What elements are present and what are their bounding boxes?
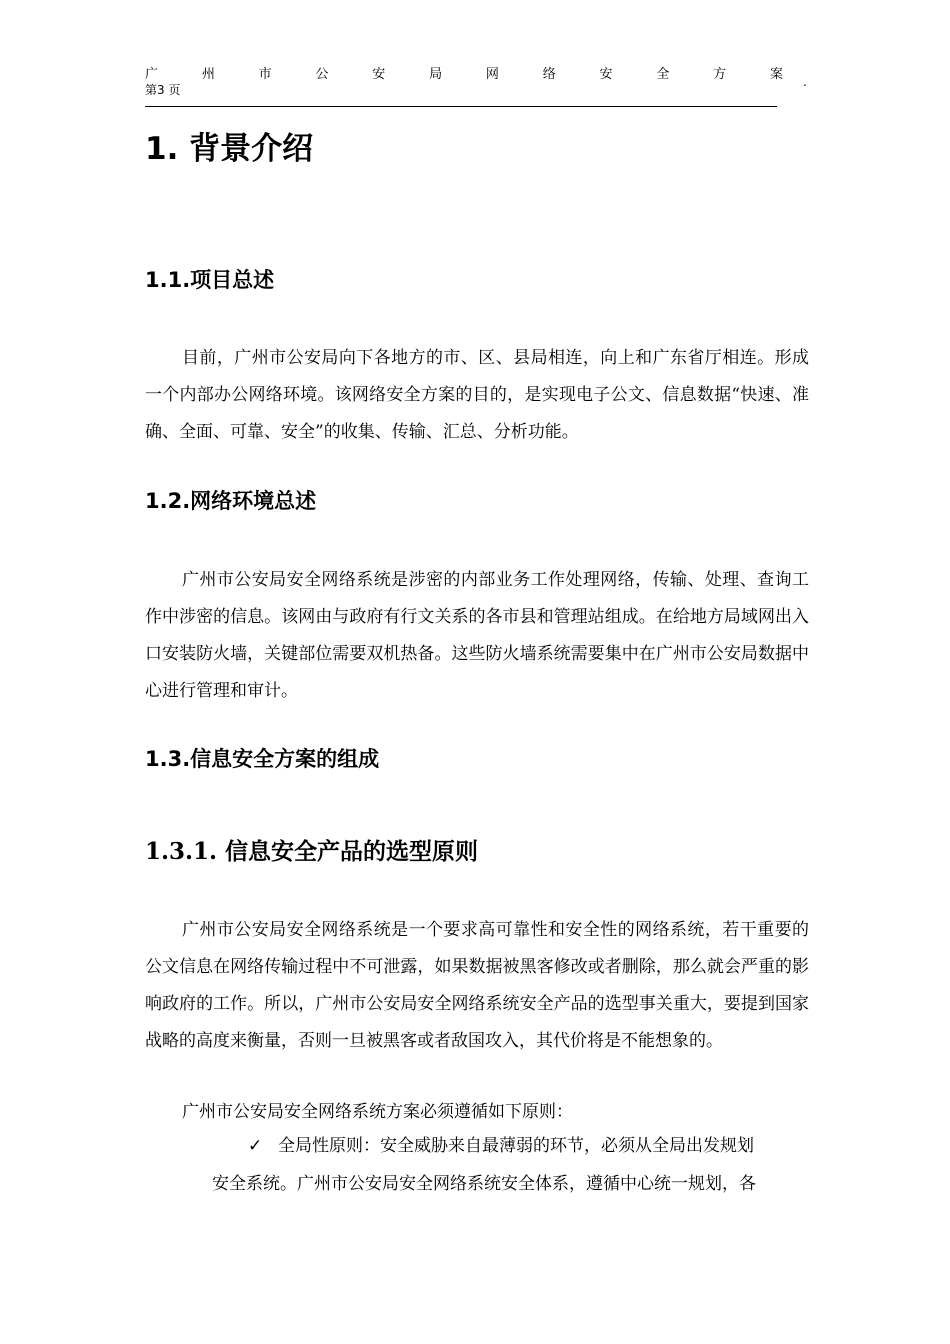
header-char: 广 (145, 67, 159, 82)
subsection-heading-1-3-1: 1.3.1. 信息安全产品的选型原则 (145, 838, 479, 865)
checkmark-icon: ✓ (248, 1136, 263, 1156)
section-1-2-paragraph: 广州市公安局安全网络系统是涉密的内部业务工作处理网络，传输、处理、查询工作中涉密的信息。该网由与政府有行文关系的各市县和管理站组成。在给地方局域网出入口安装防火墙，关键部位需要双机热备。这些防火墙系统需要集中在广州市公安局数据中心进行管理和审计。 (145, 570, 809, 701)
section-1-1-paragraph: 目前，广州市公安局向下各地方的市、区、县局相连，向上和广东省厅相连。形成一个内部办公网络环境。该网络安全方案的目的，是实现电子公文、信息数据“快速、准确、全面、可靠、安全”的收集、传输、汇总、分析功能。 (145, 348, 809, 442)
header-char: 公 (315, 67, 329, 82)
header-char: 络 (542, 67, 556, 82)
bullet-line-1: 全局性原则：安全威胁来自最薄弱的环节，必须从全局出发规划 (278, 1136, 754, 1156)
header-char: 网 (485, 67, 499, 82)
bullet-line-2: 安全系统。广州市公安局安全网络系统安全体系，遵循中心统一规划，各 (212, 1174, 756, 1194)
header-char: 安 (599, 67, 613, 82)
header-char: 安 (372, 67, 386, 82)
header-divider (145, 106, 777, 107)
section-heading-1-3: 1.3.信息安全方案的组成 (145, 747, 380, 771)
header-dot: . (803, 75, 807, 89)
header-char: 州 (201, 67, 215, 82)
header-char: 市 (258, 67, 272, 82)
header-char: 案 (769, 67, 783, 82)
running-header-title (145, 67, 783, 83)
header-char: 方 (713, 67, 727, 82)
chapter-heading: 1. 背景介绍 (145, 131, 314, 167)
header-char: 局 (429, 67, 443, 82)
section-heading-1-2: 1.2.网络环境总述 (145, 489, 317, 513)
page-number: 第3 页 (145, 83, 181, 97)
section-heading-1-1: 1.1.项目总述 (145, 268, 275, 292)
subsection-1-3-1-paragraph: 广州市公安局安全网络系统是一个要求高可靠性和安全性的网络系统，若干重要的公文信息在网络传输过程中不可泄露，如果数据被黑客修改或者删除，那么就会严重的影响政府的工作。所以，广州市公安局安全网络系统安全产品的选型事关重大，要提到国家战略的高度来衡量，否则一旦被黑客或者敌国攻入，其代价将是不能想象的。 (145, 920, 809, 1051)
header-char: 全 (656, 67, 670, 82)
principles-intro: 广州市公安局安全网络系统方案必须遵循如下原则： (182, 1102, 573, 1122)
